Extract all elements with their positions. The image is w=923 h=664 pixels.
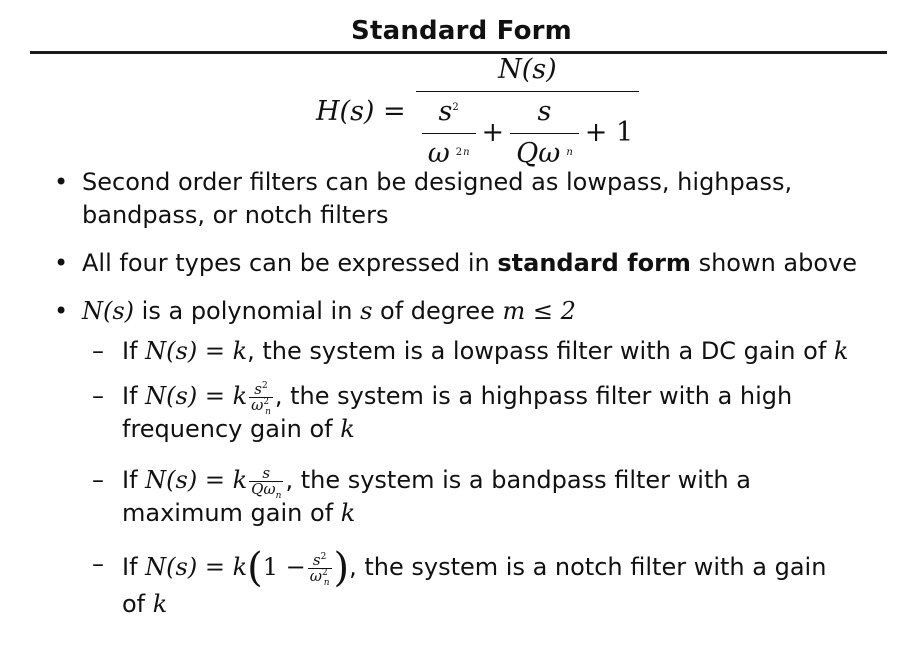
bullet-3-cond: m ≤ 2 <box>502 297 576 325</box>
notch-one-minus: 1 − <box>262 553 306 581</box>
sub-if: If <box>122 466 146 494</box>
sub-line2: of <box>122 590 153 618</box>
sub-dash: – <box>92 550 104 578</box>
subbullet-bandpass-text <box>122 464 892 530</box>
sub-dash: – <box>92 382 104 410</box>
frac-den-sub: n <box>323 577 330 588</box>
sub-rest: , the system is a notch filter with a gain <box>349 553 827 581</box>
den-term-1-den: ω <box>427 137 450 169</box>
bullet-2-text <box>82 247 902 280</box>
equation-denominator <box>416 91 639 167</box>
bullet-3-text <box>82 295 902 328</box>
subbullet-highpass-line-2 <box>122 413 892 446</box>
bullet-dot: • <box>54 297 69 325</box>
frac-num-exp: 2 <box>320 551 327 562</box>
standard-form-equation <box>316 53 639 169</box>
sub-k: k <box>340 499 356 527</box>
frac-den-exp: 2 <box>321 567 328 578</box>
subbullet-highpass-line-1 <box>122 379 892 417</box>
bandpass-fraction <box>249 463 283 501</box>
subbullet-notch-line-1 <box>122 545 892 591</box>
sub-expr: N(s) = k <box>145 553 248 581</box>
sub-k: k <box>152 590 168 618</box>
frac-den-exp: 2 <box>263 396 270 407</box>
bullet-3-ns: N(s) <box>82 297 135 325</box>
notch-lparen: ( <box>247 545 263 591</box>
frac-den: ω <box>251 395 264 414</box>
bullet-dot: • <box>54 249 69 277</box>
equation-lhs: H(s) = <box>316 95 406 127</box>
slide-title: Standard Form <box>351 16 572 46</box>
sub-expr: N(s) = k <box>145 337 248 365</box>
notch-fraction <box>308 550 332 588</box>
den-term-2-num: s <box>537 95 552 127</box>
sub-k: k <box>833 337 849 365</box>
sub-k: k <box>340 415 355 443</box>
den-plus-1: + <box>481 116 505 148</box>
frac-den: ω <box>309 566 322 585</box>
subbullet-notch-line-2 <box>122 588 892 621</box>
bullet-3-s: s <box>360 297 373 325</box>
sub-expr: N(s) = k <box>145 382 248 410</box>
sub-dash: – <box>92 337 104 365</box>
den-term-2: s Qω n <box>510 98 579 167</box>
bullet-1-text <box>82 166 902 232</box>
title-rule <box>30 51 887 54</box>
sub-rest: , the system is a bandpass filter with a <box>285 466 751 494</box>
subbullet-bandpass-line-2 <box>122 497 892 530</box>
frac-den-sub: n <box>265 406 271 417</box>
equation-numerator: N(s) <box>498 53 557 85</box>
subbullet-bandpass-line-1 <box>122 463 892 501</box>
frac-den-sub: n <box>275 490 282 501</box>
sub-if: If <box>122 382 146 410</box>
sub-rest: , the system is a highpass filter with a high <box>274 382 793 410</box>
sub-rest: , the system is a lowpass filter with a DC gain of <box>247 337 834 365</box>
subbullet-notch-text <box>122 545 892 621</box>
sub-line2: frequency gain of <box>122 415 341 443</box>
equation-fraction <box>416 53 639 169</box>
frac-num: s <box>262 463 271 482</box>
bullet-dot: • <box>54 168 69 196</box>
highpass-fraction <box>249 379 273 417</box>
bullet-3-t1: is a polynomial in <box>134 297 361 325</box>
subbullet-lowpass-text <box>122 335 892 368</box>
bullet-2-post: shown above <box>690 249 858 277</box>
sub-dash: – <box>92 466 104 494</box>
bullet-1-line-1: Second order filters can be designed as lowpass, highpass, <box>82 168 793 196</box>
sub-if: If <box>122 337 146 365</box>
den-term-1-num: s <box>438 95 453 127</box>
den-term-1: $s^2$ ω 2 n <box>422 98 476 167</box>
frac-den: Qω <box>251 479 276 498</box>
frac-num-exp: 2 <box>261 380 268 391</box>
bullet-1-line-2: bandpass, or notch filters <box>82 201 389 229</box>
sub-if: If <box>122 553 146 581</box>
frac-num: s <box>254 379 262 398</box>
notch-rparen: ) <box>333 545 350 591</box>
bullet-2-pre: All four types can be expressed in <box>82 249 498 277</box>
frac-num: s <box>312 550 321 569</box>
sub-line2: maximum gain of <box>122 499 341 527</box>
bullet-3-t2: of degree <box>372 297 503 325</box>
bullet-2-bold: standard form <box>497 249 691 277</box>
den-term-2-den: Qω <box>516 137 561 169</box>
subbullet-highpass-text <box>122 380 892 446</box>
sub-expr: N(s) = k <box>145 466 248 494</box>
den-plus-2: + 1 <box>584 116 634 148</box>
den-term-1-num-exp: 2 <box>452 101 459 113</box>
